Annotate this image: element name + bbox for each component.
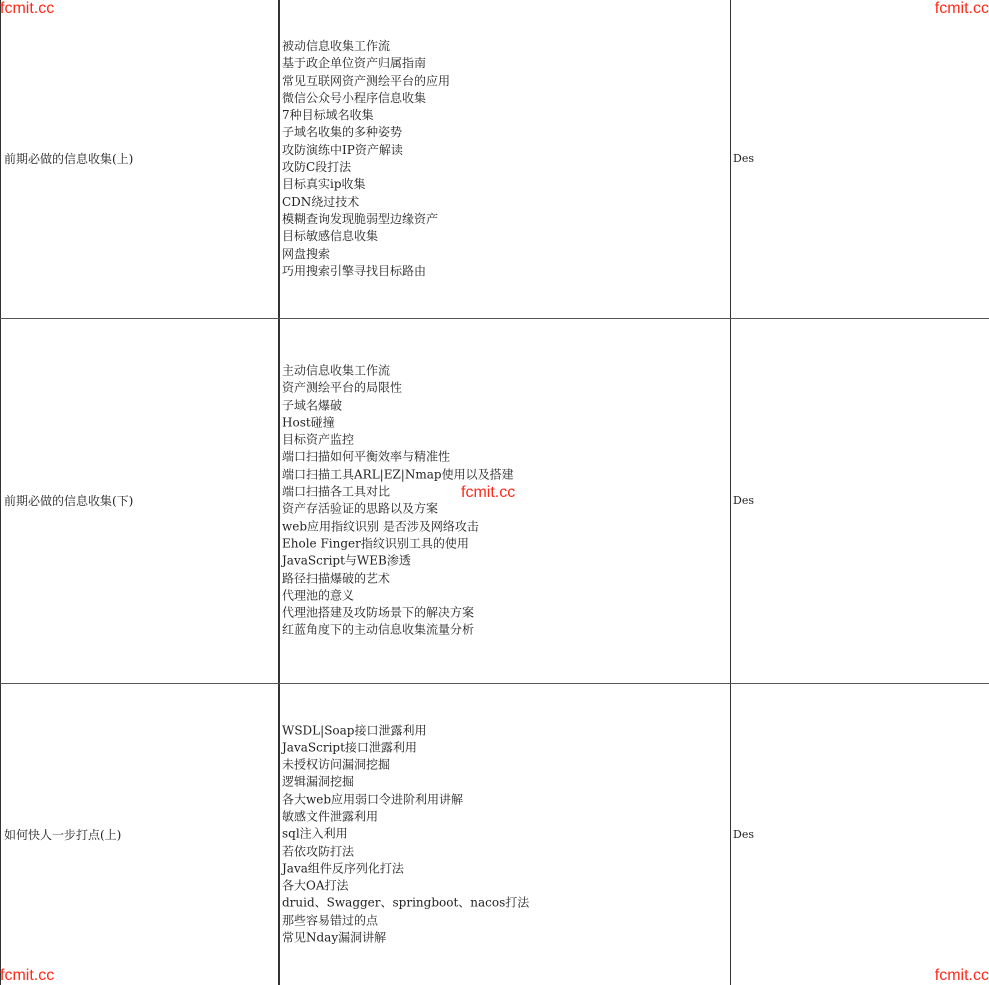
list-item: 若依攻防打法 [282,844,355,859]
table-row [0,684,989,985]
list-item: web应用指纹识别 是否涉及网络攻击 [282,519,479,534]
watermark-center: fcmit.cc [461,484,516,501]
list-item: 红蓝角度下的主动信息收集流量分析 [282,623,475,638]
list-item: 常见Nday漏洞讲解 [282,930,387,945]
watermark-top-right: fcmit.cc [934,0,989,17]
list-item: 目标真实ip收集 [282,177,366,192]
list-item: 代理池的意义 [282,588,355,603]
topic-list [282,38,450,280]
list-item: 目标敏感信息收集 [282,229,379,244]
row-title: 前期必做的信息收集(下) [4,494,134,508]
topic-list [282,722,529,947]
row-title: 前期必做的信息收集(上) [4,152,134,166]
list-item: 被动信息收集工作流 [282,38,391,53]
table-row [0,0,989,318]
row-description: Des [733,152,754,165]
list-item: 路径扫描爆破的艺术 [282,571,391,586]
row-title: 如何快人一步打点(上) [4,827,122,842]
list-item: 资产存活验证的思路以及方案 [282,502,439,516]
list-item: Ehole Finger指纹识别工具的使用 [282,536,469,551]
list-item: 逻辑漏洞挖掘 [282,774,355,789]
row-description: Des [733,827,754,841]
list-item: 端口扫描如何平衡效率与精准性 [282,450,451,465]
list-item: druid、Swagger、springboot、nacos打法 [282,896,530,911]
list-item: Java组件反序列化打法 [282,861,404,876]
list-item: WSDL|Soap接口泄露利用 [282,723,427,738]
list-item: sql注入利用 [282,826,348,841]
list-item: 攻防C段打法 [282,160,352,174]
list-item: 巧用搜索引擎寻找目标路由 [282,263,427,278]
watermark-bottom-right: fcmit.cc [934,967,989,984]
list-item: Host碰撞 [282,415,335,430]
list-item: 目标资产监控 [282,432,355,447]
list-item: 各大web应用弱口令进阶利用讲解 [282,792,464,807]
list-item: 主动信息收集工作流 [282,363,391,378]
list-item: 网盘搜索 [282,246,331,261]
list-item: 端口扫描各工具对比 [282,484,391,499]
list-item: 端口扫描工具ARL|EZ|Nmap使用以及搭建 [282,467,514,482]
list-item: 模糊查询发现脆弱型边缘资产 [282,211,439,226]
list-item: 常见互联网资产测绘平台的应用 [282,73,451,88]
list-item: 微信公众号小程序信息收集 [282,90,427,105]
list-item: 那些容易错过的点 [282,913,379,928]
list-item: JavaScript接口泄露利用 [282,740,417,755]
list-item: 各大OA打法 [282,878,349,893]
row-description: Des [733,494,754,507]
list-item: 子域名爆破 [282,398,343,413]
list-item: 未授权访问漏洞挖掘 [282,757,391,772]
watermark-bottom-left: fcmit.cc [0,967,55,984]
list-item: 基于政企单位资产归属指南 [282,56,427,71]
list-item: JavaScript与WEB渗透 [282,553,411,568]
list-item: 敏感文件泄露利用 [282,809,379,824]
list-item: 资产测绘平台的局限性 [282,380,403,395]
list-item: CDN绕过技术 [282,194,360,209]
list-item: 子域名收集的多种姿势 [282,125,403,140]
list-item: 代理池搭建及攻防场景下的解决方案 [282,605,475,620]
list-item: 7种目标域名收集 [282,108,374,123]
list-item: 攻防演练中IP资产解读 [282,142,403,157]
watermark-top-left: fcmit.cc [0,0,55,17]
